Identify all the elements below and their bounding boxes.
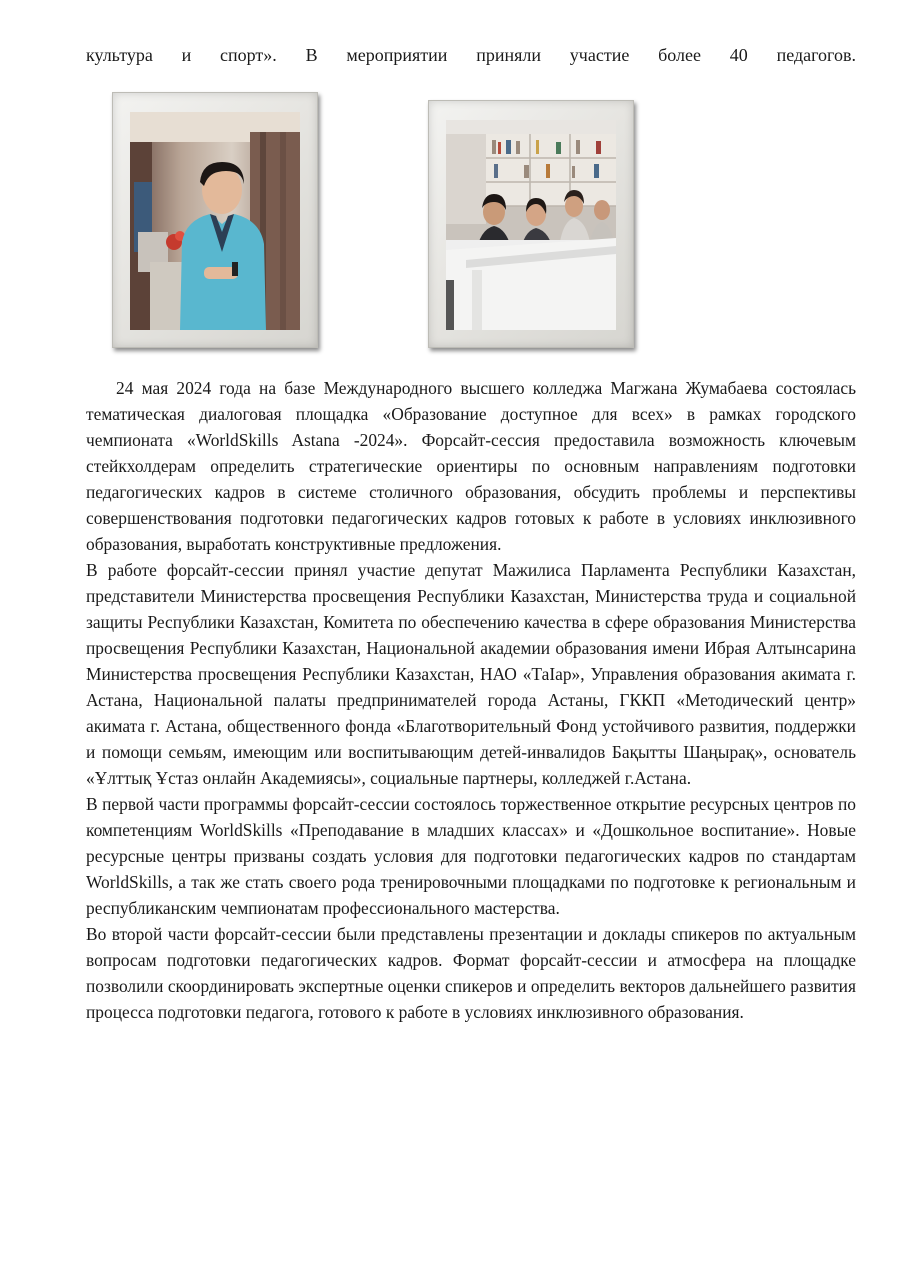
photo-frame-lecturer	[112, 92, 318, 348]
paragraph-4: Во второй части форсайт-сессии были представлены презентации и доклады спикеров по актуальным вопросам подготовки педагогических кадров. Формат форсайт-сессии и атмосфера на площадке позволили скоординировать экспертные оценки спикеров и определить векторов дальнейшего развития процесса подготовки педагога, готового к работе в условиях инклюзивного образования.	[86, 924, 856, 1022]
continuation-line: культура и спорт». В мероприятии приняли участие более 40 педагогов.	[86, 45, 856, 65]
paragraph-2: В работе форсайт-сессии принял участие депутат Мажилиса Парламента Республики Казахстан, представители Министерства просвещения Республики Казахстан, Министерства труда и социальной защиты Республики Казахстан, Комитета по обеспечению качества в сфере образования Министерства просвещения Республики Казахстан, Национальной академии образования имени Ибрая Алтынсарина Министерства просвещения Республики Казахстан, НАО «ТаІар», Управления образования акимата г. Астана, Национальной палаты предпринимателей города Астаны, ГККП «Методический центр» акимата г. Астана, общественного фонда «Благотворительный Фонд устойчивого развития, поддержки и помощи семьям, имеющим или воспитывающим детей-инвалидов Бақытты Шаңырақ», основатель «Ұлттық Ұстаз онлайн Академиясы», социальные партнеры, колледжей г.Астана.	[86, 560, 856, 788]
photo-row	[112, 92, 672, 350]
photo-frame-classroom	[428, 100, 634, 348]
classroom-photo	[446, 120, 616, 330]
lecturer-photo	[130, 112, 300, 330]
paragraph-3: В первой части программы форсайт-сессии состоялось торжественное открытие ресурсных центров по компетенциям WorldSkills «Преподавание в младших классах» и «Дошкольное воспитание». Новые ресурсные центры призваны создать условия для подготовки педагогических кадров по стандартам WorldSkills, а так же стать своего рода тренировочными площадками по подготовке к региональным и республиканским чемпионатам профессионального мастерства.	[86, 794, 856, 918]
article-body	[86, 375, 856, 1025]
paragraph-1: 24 мая 2024 года на базе Международного высшего колледжа Магжана Жумабаева состоялась тематическая диалоговая площадка «Образование доступное для всех» в рамках городского чемпионата «WorldSkills Astana -2024». Форсайт-сессия предоставила возможность ключевым стейкхолдерам определить стратегические ориентиры по основным направлениям подготовки педагогических кадров в системе столичного образования, обсудить проблемы и перспективы совершенствования подготовки педагогических кадров готовых к работе в условиях инклюзивного образования, выработать конструктивные предложения.	[86, 378, 856, 554]
